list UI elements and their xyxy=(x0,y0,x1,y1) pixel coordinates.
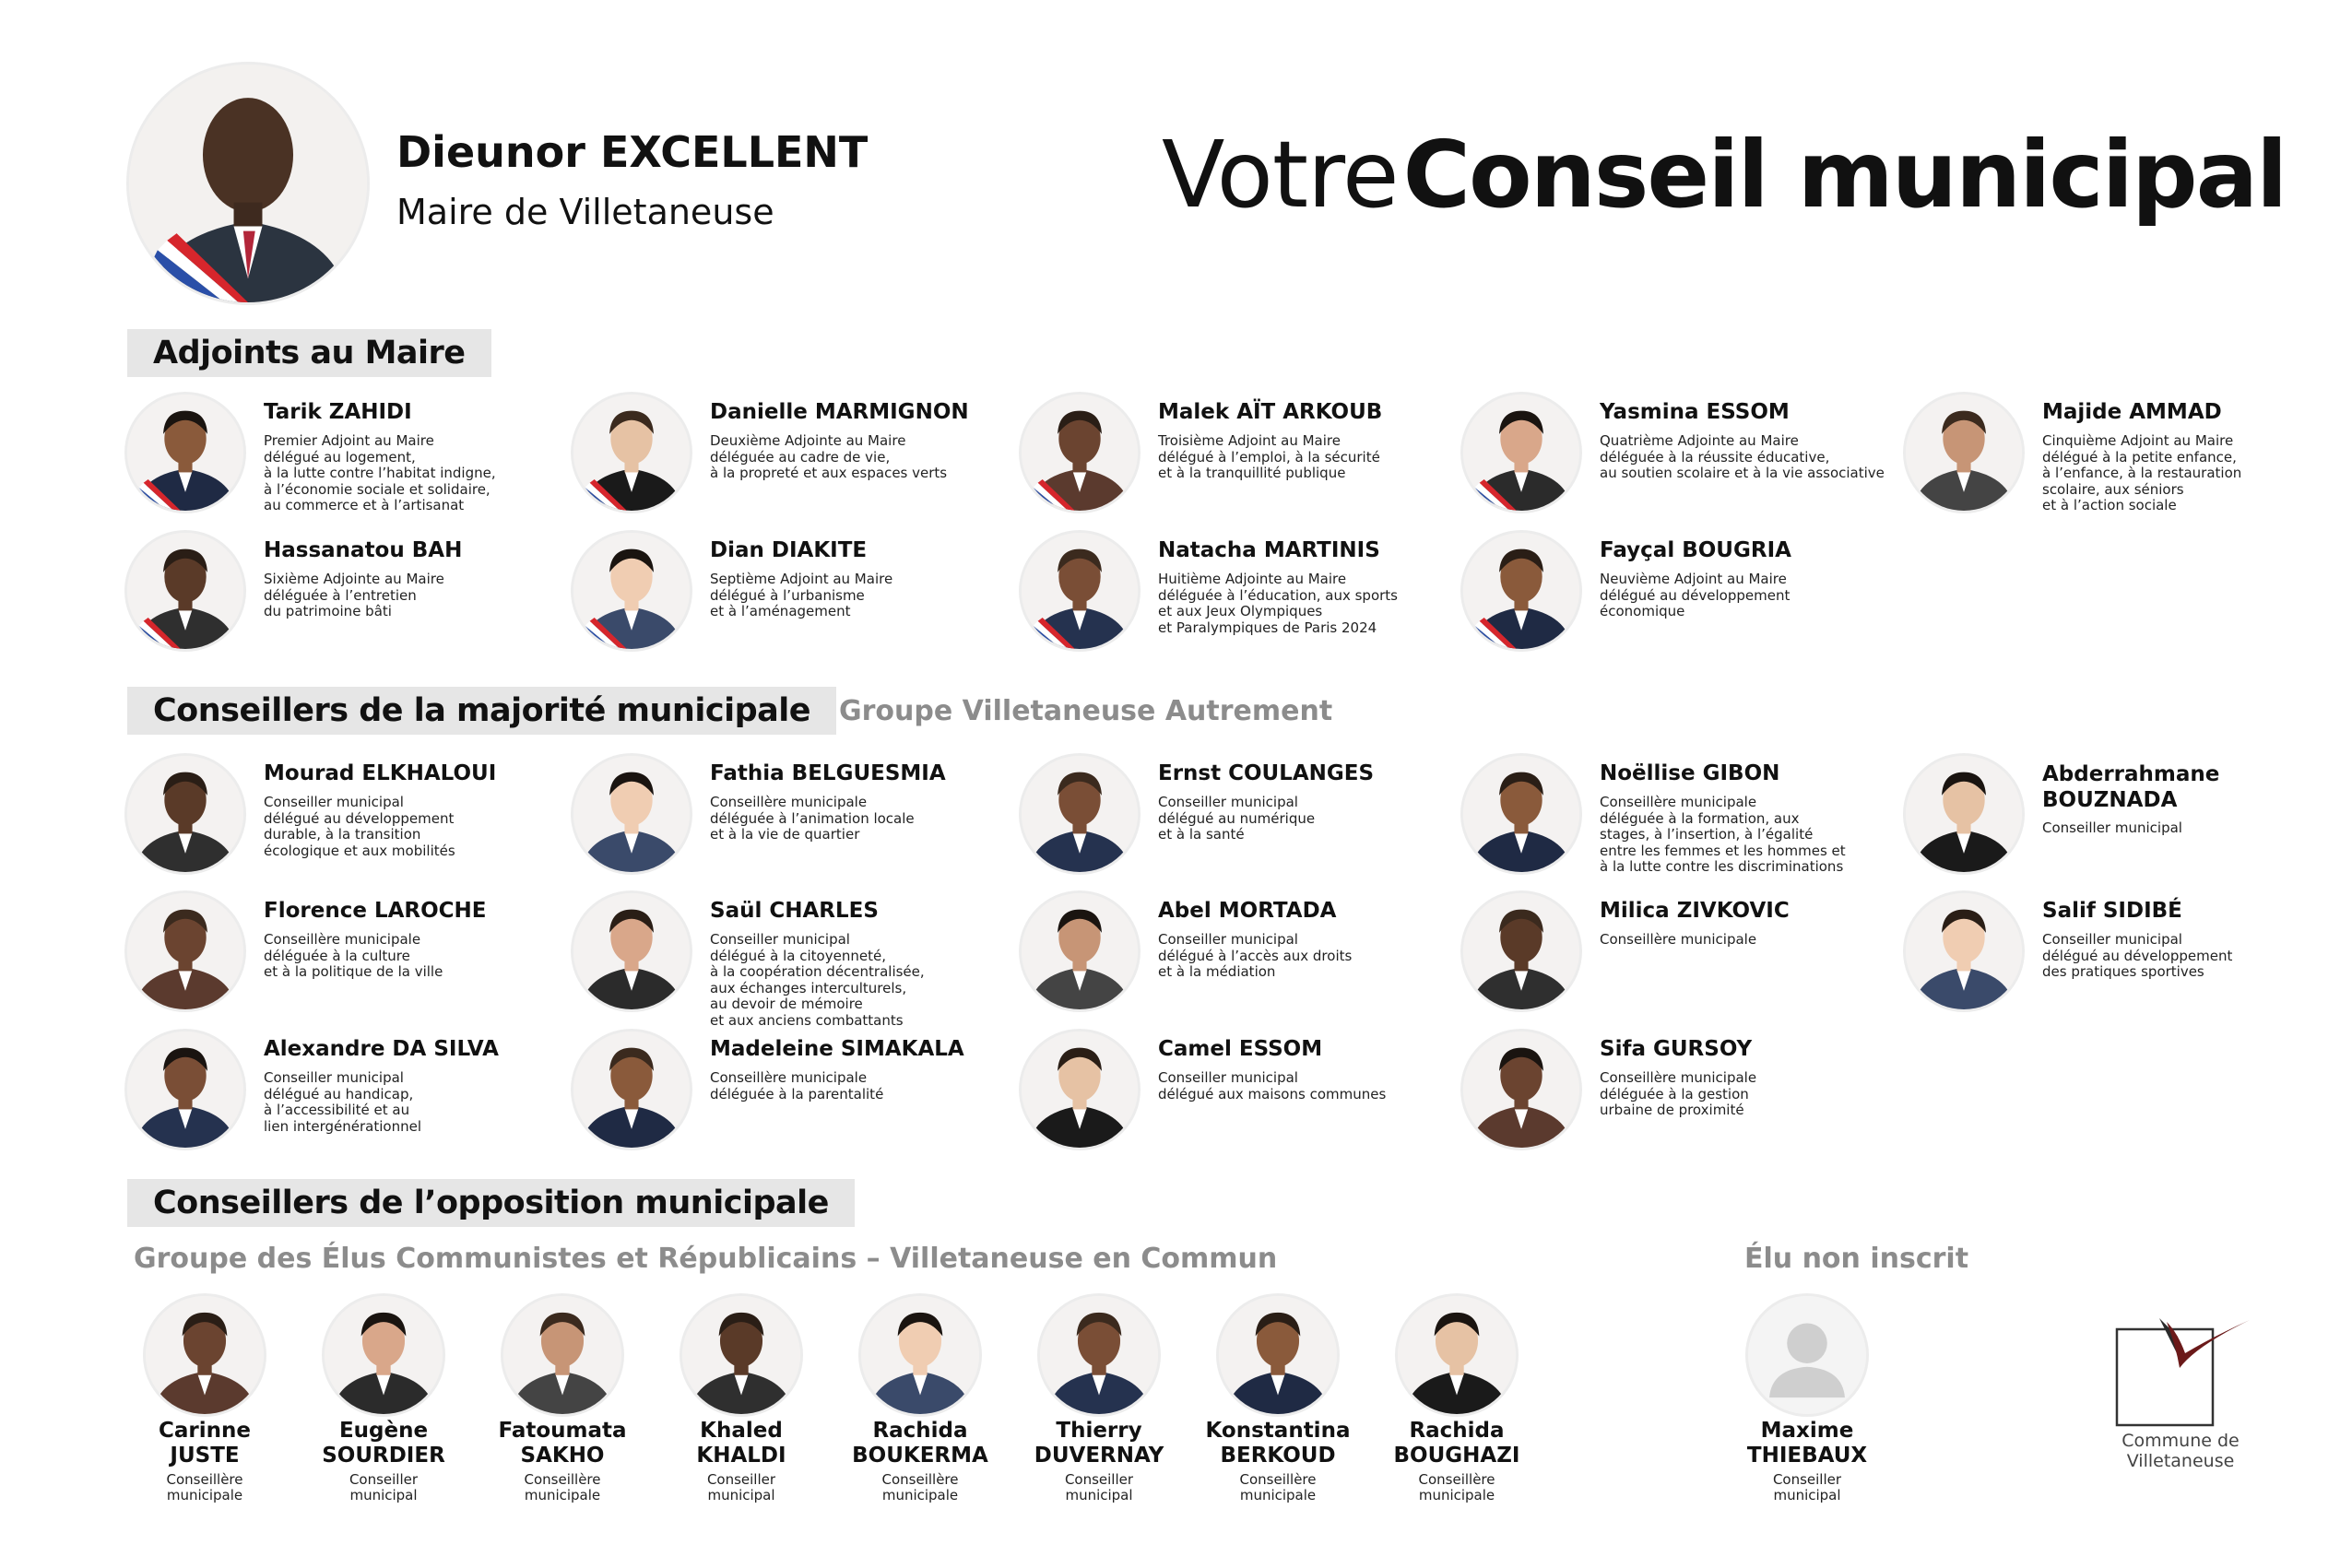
adjoint-photo xyxy=(573,395,690,511)
majorite-description: Conseiller municipal délégué au numérique et à la santé xyxy=(1158,794,1316,843)
adjoint-name: Yasmina ESSOM xyxy=(1600,400,1790,424)
adjoint-description: Neuvième Adjoint au Maire délégué au développement économique xyxy=(1600,571,1791,619)
section-majorite xyxy=(127,687,836,735)
majorite-group-name: Groupe Villetaneuse Autrement xyxy=(839,695,1333,727)
page-title xyxy=(1162,121,2287,229)
opposition-photo xyxy=(861,1296,979,1414)
majorite-photo xyxy=(1906,893,2022,1009)
majorite-photo xyxy=(1022,756,1138,872)
opposition-name: Rachida BOUKERMA xyxy=(852,1419,988,1468)
majorite-name: Florence LAROCHE xyxy=(264,899,487,923)
portrait-icon xyxy=(573,1032,690,1148)
opposition-group-name: Groupe des Élus Communistes et Républicains – Villetaneuse en Commun xyxy=(134,1243,1278,1275)
portrait-icon xyxy=(1463,533,1579,649)
adjoint-photo xyxy=(1463,395,1579,511)
majorite-name: Saül CHARLES xyxy=(710,899,879,923)
opposition-role: Conseillère municipale xyxy=(524,1471,601,1503)
opposition-role: Conseillère municipale xyxy=(1418,1471,1495,1503)
non-inscrit-role: Conseiller municipal xyxy=(1772,1471,1842,1503)
mayor-name: Dieunor EXCELLENT xyxy=(396,127,869,177)
majorite-description: Conseiller municipal délégué aux maisons communes xyxy=(1158,1069,1387,1102)
majorite-name: Noëllise GIBON xyxy=(1600,761,1780,785)
adjoint-name: Hassanatou BAH xyxy=(264,538,463,562)
adjoint-name: Malek AÏT ARKOUB xyxy=(1158,400,1383,424)
opposition-name: Rachida BOUGHAZI xyxy=(1393,1419,1520,1468)
adjoint-name: Fayçal BOUGRIA xyxy=(1600,538,1791,562)
adjoint-description: Sixième Adjointe au Maire déléguée à l’entretien du patrimoine bâti xyxy=(264,571,444,619)
logo-text: Commune de Villetaneuse xyxy=(2122,1431,2240,1471)
section-opposition xyxy=(127,1179,855,1227)
adjoint-photo xyxy=(1022,395,1138,511)
adjoint-description: Quatrième Adjointe au Maire déléguée à la réussite éducative, au soutien scolaire et à la vie associative xyxy=(1600,432,1885,481)
majorite-photo xyxy=(127,1032,243,1148)
portrait-icon xyxy=(1398,1296,1516,1414)
opposition-role: Conseiller municipal xyxy=(349,1471,419,1503)
mayor-portrait-icon xyxy=(129,65,367,302)
mayor-photo xyxy=(129,65,367,302)
adjoint-description: Huitième Adjointe au Maire déléguée à l’éducation, aux sports et aux Jeux Olympiques et Paralympiques de Paris 2024 xyxy=(1158,571,1398,636)
majorite-name: Abel MORTADA xyxy=(1158,899,1337,923)
mayor-role: Maire de Villetaneuse xyxy=(396,192,774,232)
opposition-name: Eugène SOURDIER xyxy=(322,1419,445,1468)
majorite-description: Conseillère municipale déléguée à la parentalité xyxy=(710,1069,884,1102)
majorite-photo xyxy=(1022,893,1138,1009)
adjoint-photo xyxy=(1022,533,1138,649)
majorite-description: Conseiller municipal délégué à l’accès aux droits et à la médiation xyxy=(1158,931,1353,980)
adjoint-name: Tarik ZAHIDI xyxy=(264,400,412,424)
opposition-photo xyxy=(682,1296,800,1414)
adjoint-name: Majide AMMAD xyxy=(2042,400,2222,424)
portrait-icon xyxy=(1022,1032,1138,1148)
opposition-name: Thierry DUVERNAY xyxy=(1034,1419,1164,1468)
portrait-icon xyxy=(127,395,243,511)
majorite-photo xyxy=(127,893,243,1009)
adjoint-name: Dian DIAKITE xyxy=(710,538,868,562)
section-opposition-label: Conseillers de l’opposition municipale xyxy=(153,1185,829,1221)
majorite-photo xyxy=(573,893,690,1009)
majorite-photo xyxy=(1906,756,2022,872)
portrait-icon xyxy=(1463,756,1579,872)
majorite-photo xyxy=(573,1032,690,1148)
opposition-name: Konstantina BERKOUD xyxy=(1205,1419,1351,1468)
portrait-icon xyxy=(1022,756,1138,872)
portrait-icon xyxy=(1022,395,1138,511)
majorite-photo xyxy=(1463,893,1579,1009)
adjoint-description: Troisième Adjoint au Maire délégué à l’emploi, à la sécurité et à la tranquillité publique xyxy=(1158,432,1380,481)
portrait-icon xyxy=(573,395,690,511)
adjoint-photo xyxy=(1463,533,1579,649)
portrait-icon xyxy=(503,1296,621,1414)
opposition-role: Conseiller municipal xyxy=(1064,1471,1134,1503)
adjoint-photo xyxy=(127,533,243,649)
opposition-photo xyxy=(1219,1296,1337,1414)
portrait-icon xyxy=(861,1296,979,1414)
majorite-photo xyxy=(1463,1032,1579,1148)
majorite-name: Salif SIDIBÉ xyxy=(2042,899,2182,923)
portrait-icon xyxy=(1022,533,1138,649)
opposition-photo xyxy=(146,1296,264,1414)
opposition-role: Conseillère municipale xyxy=(166,1471,243,1503)
opposition-name: Carinne JUSTE xyxy=(159,1419,251,1468)
majorite-name: Sifa GURSOY xyxy=(1600,1037,1753,1061)
majorite-name: Ernst COULANGES xyxy=(1158,761,1375,785)
majorite-name xyxy=(2042,761,2219,813)
majorite-photo xyxy=(1022,1032,1138,1148)
majorite-name: Camel ESSOM xyxy=(1158,1037,1323,1061)
majorite-description: Conseiller municipal délégué au handicap, à l’accessibilité et au lien intergénérationnel xyxy=(264,1069,422,1135)
section-majorite-label: Conseillers de la majorité municipale xyxy=(153,692,810,729)
portrait-icon xyxy=(1040,1296,1158,1414)
adjoint-name: Danielle MARMIGNON xyxy=(710,400,969,424)
majorite-description: Conseiller municipal délégué au développement des pratiques sportives xyxy=(2042,931,2233,980)
opposition-photo xyxy=(1040,1296,1158,1414)
portrait-icon xyxy=(573,756,690,872)
majorite-description: Conseillère municipale xyxy=(1600,931,1757,948)
adjoint-photo xyxy=(127,395,243,511)
portrait-icon xyxy=(127,756,243,872)
portrait-icon xyxy=(1463,893,1579,1009)
non-inscrit-name: Maxime THIEBAUX xyxy=(1746,1419,1868,1468)
portrait-icon xyxy=(127,533,243,649)
name-line: Abderrahmane xyxy=(2042,762,2220,786)
adjoint-name: Natacha MARTINIS xyxy=(1158,538,1380,562)
opposition-photo xyxy=(503,1296,621,1414)
portrait-icon xyxy=(1463,395,1579,511)
portrait-icon xyxy=(127,893,243,1009)
majorite-photo xyxy=(573,756,690,872)
portrait-icon xyxy=(1463,1032,1579,1148)
opposition-role: Conseillère municipale xyxy=(1239,1471,1317,1503)
page-title-bold: Conseil municipal xyxy=(1402,121,2287,229)
opposition-role: Conseiller municipal xyxy=(706,1471,776,1503)
adjoint-description: Septième Adjoint au Maire délégué à l’urbanisme et à l’aménagement xyxy=(710,571,893,619)
portrait-icon xyxy=(1022,893,1138,1009)
section-adjoints-label: Adjoints au Maire xyxy=(153,335,466,371)
majorite-description: Conseillère municipale déléguée à l’animation locale et à la vie de quartier xyxy=(710,794,915,843)
portrait-icon xyxy=(325,1296,443,1414)
portrait-icon xyxy=(1906,893,2022,1009)
portrait-icon xyxy=(573,533,690,649)
opposition-photo xyxy=(325,1296,443,1414)
portrait-icon xyxy=(1906,395,2022,511)
portrait-icon xyxy=(146,1296,264,1414)
portrait-icon xyxy=(1219,1296,1337,1414)
majorite-description: Conseiller municipal délégué au développement durable, à la transition écologique et aux mobilités xyxy=(264,794,455,859)
opposition-name: Fatoumata SAKHO xyxy=(498,1419,627,1468)
section-adjoints xyxy=(127,329,491,377)
majorite-name: Fathia BELGUESMIA xyxy=(710,761,946,785)
majorite-description: Conseiller municipal xyxy=(2042,819,2182,836)
majorite-name: Milica ZIVKOVIC xyxy=(1600,899,1790,923)
portrait-icon xyxy=(682,1296,800,1414)
majorite-photo xyxy=(127,756,243,872)
non-inscrit-group-name: Élu non inscrit xyxy=(1744,1243,1969,1275)
name-line: BOUZNADA xyxy=(2042,788,2178,812)
adjoint-description: Premier Adjoint au Maire délégué au logement, à la lutte contre l’habitat indigne, à l’économie sociale et solidaire, au commerce et à l’artisanat xyxy=(264,432,496,513)
opposition-name: Khaled KHALDI xyxy=(696,1419,786,1468)
adjoint-photo xyxy=(573,533,690,649)
portrait-icon xyxy=(573,893,690,1009)
majorite-name: Mourad ELKHALOUI xyxy=(264,761,497,785)
adjoint-description: Deuxième Adjointe au Maire déléguée au cadre de vie, à la propreté et aux espaces verts xyxy=(710,432,948,481)
majorite-description: Conseiller municipal délégué à la citoyenneté, à la coopération décentralisée, aux échanges interculturels, au devoir de mémoire et aux anciens combattants xyxy=(710,931,925,1029)
majorite-description: Conseillère municipale déléguée à la culture et à la politique de la ville xyxy=(264,931,443,980)
majorite-name: Alexandre DA SILVA xyxy=(264,1037,499,1061)
commune-logo xyxy=(2111,1309,2259,1484)
portrait-icon xyxy=(1906,756,2022,872)
majorite-name: Madeleine SIMAKALA xyxy=(710,1037,964,1061)
non-inscrit-photo xyxy=(1748,1296,1866,1414)
majorite-photo xyxy=(1463,756,1579,872)
person-placeholder-icon xyxy=(1748,1296,1866,1414)
page-title-light: Votre xyxy=(1162,121,1399,229)
portrait-icon xyxy=(127,1032,243,1148)
villetaneuse-logo-icon xyxy=(2111,1309,2259,1429)
adjoint-description: Cinquième Adjoint au Maire délégué à la petite enfance, à l’enfance, à la restauration scolaire, aux séniors et à l’action sociale xyxy=(2042,432,2242,513)
opposition-photo xyxy=(1398,1296,1516,1414)
adjoint-photo xyxy=(1906,395,2022,511)
majorite-description: Conseillère municipale déléguée à la formation, aux stages, à l’insertion, à l’égalité entre les femmes et les hommes et à la lutte contre les discriminations xyxy=(1600,794,1846,875)
majorite-description: Conseillère municipale déléguée à la gestion urbaine de proximité xyxy=(1600,1069,1757,1118)
opposition-role: Conseillère municipale xyxy=(881,1471,959,1503)
